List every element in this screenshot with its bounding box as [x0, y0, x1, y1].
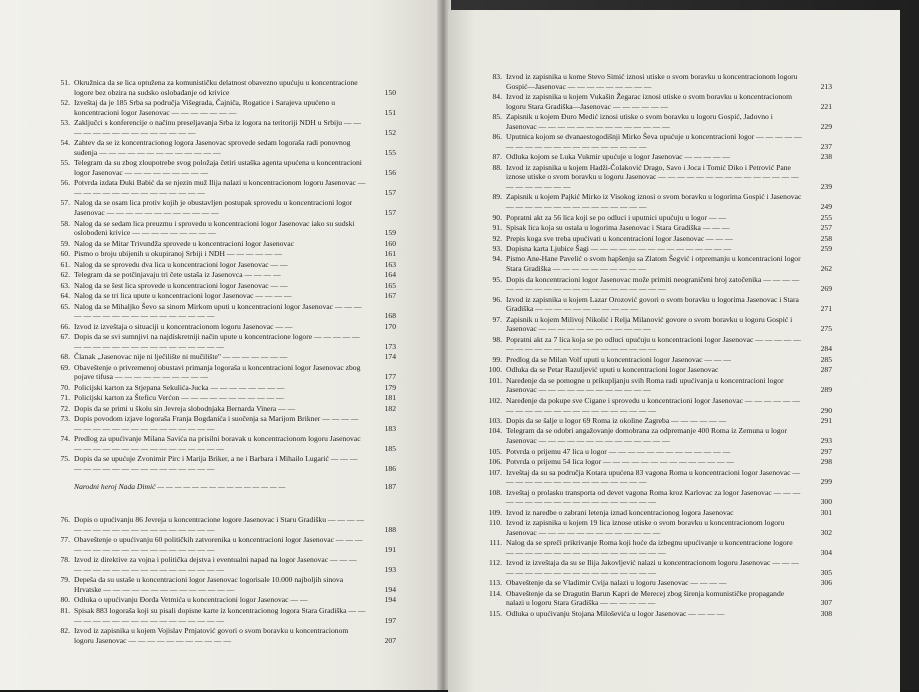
toc-entry [482, 508, 832, 518]
toc-entry-page: 285 [820, 354, 832, 364]
toc-entry-title: Izvod iz zapisnika u kojem Vojislav Prnjatović govori o svom boravku u koncentracionom logoru Jasenovac — — — — — — — — — — — [74, 626, 349, 645]
toc-entry-number: 92. [492, 233, 502, 243]
toc-entry-number: 113. [488, 578, 502, 588]
toc-entry-number: 87. [492, 152, 502, 162]
toc-entry [50, 219, 396, 238]
toc-entry-page: 159 [384, 228, 396, 238]
toc-entry-number: 115. [488, 608, 502, 618]
toc-entry-title: Naređenje da pokupe sve Cigane i sprovedu u koncentracioni logor Jasenovac — — — — — — — — — — — — — — — — — — — — — — [506, 395, 800, 415]
toc-entry-page: 186 [384, 463, 396, 473]
toc-entry [482, 468, 832, 487]
toc-entry [50, 515, 396, 534]
toc-entry [50, 332, 396, 351]
toc-entry-page: 299 [820, 477, 832, 487]
toc-entry-title: Odluka o upućivanju Đorđa Vetmića u koncentracioni logor Jasenovac — — [74, 595, 308, 605]
toc-entry-page: 269 [820, 284, 832, 294]
toc-entry-page: 194 [384, 595, 396, 605]
toc-entry-number: 65. [60, 301, 70, 311]
toc-entry-title: Predlog da se Milan Volf uputi u koncentracioni logor Jasenovac — — — [506, 354, 731, 364]
toc-entry [50, 138, 396, 157]
toc-entry-number: 75. [60, 454, 70, 464]
toc-entry-page: 308 [820, 608, 832, 618]
toc-entry [482, 426, 832, 445]
toc-entry-page: 167 [384, 291, 396, 301]
toc-entry [50, 302, 396, 321]
toc-entry-number: 89. [492, 192, 502, 202]
toc-entry-number: 69. [60, 362, 70, 372]
toc-entry-page: 249 [820, 202, 832, 212]
toc-entry-number: 57. [60, 198, 70, 208]
toc-entry [50, 555, 396, 574]
toc-entry-number: 86. [492, 132, 502, 142]
toc-entry-title: Telegram da se odobri angažovanje domobrana za odpremanje 400 Roma iz Zemuna u logor Jasenovac — — — — — — — — — — — — — — [506, 426, 787, 446]
toc-entry-page: 255 [820, 212, 832, 222]
toc-entry [50, 363, 396, 382]
toc-entry [482, 275, 832, 294]
toc-entry [482, 488, 832, 507]
toc-entry-number: 83. [492, 72, 502, 81]
toc-entry [50, 454, 396, 473]
toc-entry-page: 181 [384, 393, 396, 403]
toc-entry-page: 237 [820, 141, 832, 151]
toc-entry-title: Prepis koga sve treba upućivati u koncentracioni logor Jasenovac — — — [506, 233, 733, 243]
toc-entry [482, 152, 832, 162]
toc-entry-page: 290 [820, 405, 832, 415]
toc-entry [50, 383, 396, 393]
toc-entry-number: 114. [488, 588, 502, 598]
toc-entry [50, 78, 396, 97]
toc-entry-number: 105. [488, 446, 502, 456]
toc-entry [482, 376, 832, 395]
toc-entry-number: 70. [60, 382, 70, 392]
toc-entry-page: 259 [820, 244, 832, 253]
toc-entry-number: 112. [488, 558, 502, 568]
toc-entry-number: 52. [60, 98, 70, 108]
toc-entry [50, 575, 396, 594]
toc-entry-number: 74. [60, 434, 70, 444]
toc-entry-number: 60. [60, 249, 70, 259]
toc-entry-page: 164 [384, 270, 396, 280]
toc-entry-page: 151 [384, 107, 396, 117]
section-heading-page: 187 [384, 481, 396, 491]
toc-entry-title: Nalog da se osam lica protiv kojih je obustavljen postupak sprovedu u koncentracioni logor Jasenovac — — — — — — — — — — — — [74, 198, 353, 218]
toc-entry-title: Popratni akt za 7 lica koja se po odluci upućuju u koncentracioni logor Jasenovac — — — — — — — — — — — — — — — — — — — — — [506, 334, 801, 354]
toc-entry [50, 595, 396, 605]
toc-entry-number: 88. [492, 162, 502, 172]
toc-entry-page: 289 [820, 385, 832, 395]
toc-entry [482, 254, 832, 273]
toc-entry-title: Nalog da se spreči prikrivanje Roma koji hoće da izbegnu upućivanje u koncentracione logore — — — — — — — — — — — — — — — — — [506, 538, 793, 557]
toc-entry [50, 434, 396, 453]
toc-entry-page: 183 [384, 423, 396, 433]
toc-entry-number: 104. [488, 426, 502, 436]
toc-entry-number: 95. [492, 274, 502, 284]
toc-entry [482, 396, 832, 415]
toc-entry [50, 626, 396, 645]
toc-entry-page: 258 [820, 233, 832, 243]
toc-entry-title: Naređenje da se pomogne u prikupljanju svih Roma radi upućivanja u koncentracioni logor Jasenovac — — — — — — — — — — — — [506, 375, 784, 395]
toc-entry-title: Dopis o upućivanju 86 Jevreja u koncentracione logore Jasenovac i Staru Gradišku — — — — — — — — — — — — — — — — — — — [74, 515, 364, 534]
toc-entry-title: Obaveštenje da se Dragutin Barun Kapri de Merecej zbog širenja komunističke propagande nalazi u logoru Stara Gradiška — — — — — — [506, 588, 785, 608]
toc-entry-number: 71. [60, 393, 70, 403]
toc-entry-title: Izvod iz izveštaja da su se Ilija Jakovljević nalazi u koncentracionom logoru Jasenovac — — — — — — — — — — — — — — — — — — — [506, 558, 799, 577]
toc-entry-title: Izvod iz zapisnika u kojem Lazar Orozović govori o svom boravku u logorima Jasenovac i Stara Gradiška — — — — — — — — — — — [506, 294, 799, 314]
toc-entry-page: 287 [820, 365, 832, 375]
toc-entry-number: 66. [60, 321, 70, 331]
toc-entry-title: Izvod iz zapisnika u kojem Vukašin Žegarac iznosi utiske o svom boravku u koncentracionom logoru Stara Gradiška—Jasenovac — — — — — — [506, 92, 792, 111]
toc-entry [482, 365, 832, 375]
toc-entry-page: 305 [820, 567, 832, 577]
toc-entry-title: Spisak lica koja su ostala u logorima Jasenovac i Stara Gradiška — — — [506, 223, 730, 233]
toc-entry-page: 152 [384, 127, 396, 137]
toc-entry [482, 589, 832, 608]
toc-entry-title: Izvod iz naredbe o zabrani letenja iznad koncentracionog logora Jasenovac [506, 507, 734, 517]
toc-entry-number: 79. [60, 575, 70, 585]
toc-entry-title: Telegram da su zbog zloupotrebe svog položaja četiri ustaška agenta upućena u koncentracioni logor Jasenovac — — — — — — — — — [74, 158, 362, 177]
toc-entry-title: Izvod iz zapisnika u kojem 19 lica iznose utiske o svom boravku u koncentracionom logoru Jasenovac — — — — — — — — — — — — — [506, 518, 785, 537]
toc-entry-title: Izvod iz zapisnika u kojem Hadži-Čolaković Drago, Savo i Joca i Tomić Diko i Petrović Pane iznose utiske o svom boravku u logoru Jasenovac — — — — — — — — — — — — — — — — — — — — — — [506, 162, 799, 191]
toc-entry-title: Dopis da se svi sumnjivi na najdiskretniji način upute u koncentracione logore — — — — — — — — — — — — — — — — — — — — — [74, 332, 360, 351]
toc-entry-title: Zapisnik u kojem Đuro Medić iznosi utiske o svom boravku u logoru Gospić, Jadovno i Jasenovac — — — — — — — — — — — — — — [506, 112, 773, 131]
toc-entry-number: 58. [60, 218, 70, 228]
toc-entry-page: 275 [820, 324, 832, 334]
toc-entry [50, 260, 396, 270]
toc-entry-title: Dopis da se upućuje Zvonimir Pirc i Marija Briker, a ne i Barbara i Mihailo Lugarić — — — — — — — — — — — — — — — — — — [74, 454, 358, 473]
toc-entry-page: 157 [384, 208, 396, 218]
toc-entry-number: 78. [60, 555, 70, 565]
toc-entry-page: 155 [384, 147, 396, 157]
left-toc-list [50, 78, 396, 646]
toc-entry-page: 174 [384, 352, 396, 362]
toc-entry [50, 158, 396, 177]
toc-entry [50, 270, 396, 280]
toc-entry-number: 98. [492, 334, 502, 344]
toc-entry-page: 293 [820, 436, 832, 446]
toc-entry-number: 90. [492, 212, 502, 222]
toc-entry-page: 156 [384, 167, 396, 177]
toc-entry [482, 518, 832, 537]
toc-entry [482, 609, 832, 619]
toc-entry-title: Uputnica kojom se dvanaestogodišnji Mirko Ševa upućuje u koncentracioni logor — — — — — — — — — — — — — — — — — — — — [506, 132, 802, 151]
toc-entry [50, 535, 396, 554]
toc-entry-page: 191 [384, 544, 396, 554]
toc-entry-page: 182 [384, 403, 396, 413]
toc-entry-title: Zapisnik u kojem Milivoj Nikolić i Relja Milanović govore o svom boravku u logoru Gospić i Jasenovac — — — — — — — — — — — — [506, 314, 793, 334]
toc-entry-page: 229 [820, 121, 832, 131]
toc-entry [482, 335, 832, 354]
toc-entry [482, 112, 832, 131]
toc-entry-number: 62. [60, 270, 70, 280]
right-toc-list [482, 72, 832, 619]
toc-entry-title: Izvod iz zapisnika u kome Stevo Simić iznosi utiske o svom boravku u koncentracionom logoru Gospić—Jasenovac — — — — — — — — — [506, 72, 798, 91]
toc-entry [50, 198, 396, 217]
toc-entry-number: 67. [60, 332, 70, 342]
toc-entry-title: Nalog da se tri lica upute u koncentracioni logor Jasenovac — — — — [74, 291, 292, 301]
toc-entry-title: Potvrda izdata Đuki Babić da se njezin muž Ilija nalazi u koncentracionom logoru Jasenovac — — — — — — — — — — — — — — — [74, 178, 366, 197]
toc-entry-title: Zahtev da se iz koncentracionog logora Jasenovac sprovede sedam logoraša radi ponovnog suđenja — — — — — — — — — — — — — [74, 138, 351, 157]
toc-entry-title: Dopis da se primi u školu sin Jevreja slobodnjaka Bernarda Vinera — — [74, 403, 296, 413]
toc-entry-title: Dopis povodom izjave logoraša Franja Bogdanića i suočenja sa Marijom Brikner — — — — — — — — — — — — — — — — — — — [74, 414, 359, 433]
toc-entry-number: 51. [60, 78, 70, 87]
toc-entry-number: 99. [492, 354, 502, 364]
toc-entry-title: Izvod iz direktive za vojna i politička dejstva i eventualni napad na logor Jasenovac — — — — — — — — — — — — — — — — — — — [74, 555, 357, 574]
section-heading [50, 482, 396, 492]
toc-entry-title: Dopisna karta Ljubice Šagi — — — — — — — — — — — — — — — [506, 244, 732, 253]
toc-entry-page: 161 [384, 249, 396, 259]
toc-entry-page: 239 [820, 181, 832, 191]
toc-entry [482, 578, 832, 588]
toc-entry-title: Zaključci s konferencije o načinu preseljavanja Srba iz logora na teritoriji NDH u Srbiju — — — — — — — — — — — — — — — [74, 118, 361, 137]
toc-entry-number: 85. [492, 112, 502, 122]
toc-entry-title: Izvod iz izveštaja o situaciji u koncentracionom logoru Jasenovac — — [74, 321, 293, 331]
toc-entry [50, 281, 396, 291]
toc-entry-number: 53. [60, 118, 70, 128]
toc-entry-page: 284 [820, 344, 832, 354]
toc-entry-page: 168 [384, 311, 396, 321]
toc-entry [50, 606, 396, 625]
toc-entry-page: 262 [820, 264, 832, 274]
toc-entry-title: Depeša da su ustaše u koncentracioni logor Jasenovac logorisale 10.000 najboljih sinova Hrvatske — — — — — — — — — — — — — — [74, 575, 344, 594]
toc-entry-number: 110. [488, 518, 502, 528]
toc-entry-page: 197 [384, 615, 396, 625]
toc-entry-number: 102. [488, 395, 502, 405]
toc-entry [482, 315, 832, 334]
toc-entry-number: 111. [489, 538, 502, 548]
toc-entry [482, 213, 832, 223]
toc-entry-number: 93. [492, 244, 502, 253]
toc-entry-title: Članak „Jasenovac nije ni lječilište ni mučilište" — — — — — — — [74, 352, 288, 362]
toc-entry-title: Obaveštenje da se Vladimir Cvija nalazi u logoru Jasenovac — — — — [506, 578, 727, 588]
toc-entry-number: 107. [488, 467, 502, 477]
toc-entry-page: 257 [820, 223, 832, 233]
toc-entry [482, 72, 832, 91]
toc-entry-page: 300 [820, 497, 832, 507]
toc-entry-title: Izveštaj o prolasku transporta od devet vagona Roma kroz Karlovac za logor Jasenovac — — — — — — — — — — — — — — — — — — — [506, 487, 801, 507]
toc-entry-page: 238 [820, 152, 832, 162]
left-page [0, 0, 440, 690]
toc-entry-title: Spisak 883 logoraša koji su pisali dopisne karte iz koncentracionog logora Stara Gradiška — — — — — — — — — — — — — — — — — — [74, 605, 366, 625]
toc-entry-number: 64. [60, 291, 70, 301]
toc-entry-page: 165 [384, 280, 396, 290]
toc-entry-page: 221 [820, 101, 832, 111]
toc-entry-title: Izveštaj da je 185 Srba sa područja Višegrada, Čajniča, Rogatice i Sarajeva upućeno u koncentracioni logor Jasenovac — — — — — — — [74, 98, 336, 117]
toc-entry-page: 150 [384, 87, 396, 97]
toc-entry-title: Okružnica da se lica optužena za komunističku delatnost obavezno upućuju u koncentracione logore bez obzira na sudsko oslobađanje od krivice [74, 78, 358, 97]
toc-entry [482, 295, 832, 314]
toc-entry-page: 177 [384, 372, 396, 382]
toc-entry [50, 178, 396, 197]
toc-entry-number: 80. [60, 595, 70, 605]
toc-entry [482, 234, 832, 244]
toc-entry-title: Odluka o upućivanju Stojana Miloševića u logor Jasenovac — — — — [506, 608, 725, 618]
toc-entry-number: 91. [492, 223, 502, 233]
toc-entry-title: Pismo o broju ubijenih u okupiranoj Srbiji i NDH — — — — — — [74, 249, 282, 259]
toc-entry [482, 447, 832, 457]
toc-entry-number: 68. [60, 352, 70, 362]
toc-entry-number: 108. [488, 487, 502, 497]
toc-entry [50, 414, 396, 433]
toc-entry-title: Policijski karton za Stjepana Sekulića-Jucka — — — — — — — — [74, 382, 285, 392]
toc-entry-number: 55. [60, 158, 70, 168]
toc-entry [50, 249, 396, 259]
toc-entry-title: Nalog da se sprovedu dva lica u koncentracioni logor Jasenovac — — [74, 259, 288, 269]
toc-entry-number: 54. [60, 138, 70, 148]
toc-entry [482, 538, 832, 557]
toc-entry [50, 404, 396, 414]
toc-entry-title: Pismo Ane-Hane Pavelić o svom hapšenju sa Zlatom Šegvić i otpremanju u koncentracioni logor Stara Gradiška — — — — — — — — — — [506, 254, 801, 274]
toc-entry-page: 170 [384, 321, 396, 331]
toc-entry-title: Dopis da koncentracioni logor Jasenovac može primiti neograničeni broj zatočenika — — — — — — — — — — — — — — — — — — — — — [506, 274, 800, 294]
toc-entry-page: 173 [384, 341, 396, 351]
toc-entry-page: 304 [820, 547, 832, 557]
toc-entry-title: Nalog da se Mitar Trivundža sprovede u koncentracioni logor Jasenovac [74, 238, 294, 248]
toc-entry-number: 73. [60, 414, 70, 424]
toc-entry-page: 160 [384, 238, 396, 248]
toc-entry-page: 301 [820, 507, 832, 517]
toc-entry-page: 163 [384, 259, 396, 269]
toc-entry-number: 76. [60, 515, 70, 525]
toc-entry-number: 94. [492, 254, 502, 264]
toc-entry-page: 193 [384, 564, 396, 574]
toc-entry-number: 106. [488, 457, 502, 467]
toc-entry-number: 77. [60, 535, 70, 545]
toc-entry-title: Odluka kojom se Luka Vukmir upućuje u logor Jasenovac — — — — — [506, 152, 731, 162]
toc-entry-number: 61. [60, 259, 70, 269]
toc-entry-title: Obaveštenje o privremenoj obustavi primanja logoraša u koncentracioni logor Jasenovac zbog pojave tifusa — — — — — — — — — — [74, 362, 361, 382]
toc-entry [50, 239, 396, 249]
toc-entry [50, 118, 396, 137]
toc-entry-number: 72. [60, 403, 70, 413]
toc-entry [482, 192, 832, 211]
toc-entry-title: Policijski karton za Šteficu Verćon — — — — — — — — — — — [74, 393, 284, 403]
toc-entry-page: 297 [820, 446, 832, 456]
toc-entry [50, 322, 396, 332]
toc-entry-title: Nalog da se Mihaljko Ševo sa sinom Mirkom uputi u koncentracioni logor Jasenovac — — — — — — — — — — — — — — — — — — [74, 301, 362, 321]
toc-entry-number: 96. [492, 294, 502, 304]
toc-entry-page: 179 [384, 382, 396, 392]
toc-entry [482, 244, 832, 254]
toc-entry-number: 101. [488, 375, 502, 385]
toc-entry-page: 207 [384, 635, 396, 645]
toc-entry-title: Telegram da se potčinjavaju tri čete ustaša iz Jasenovca — — — — [74, 270, 281, 280]
toc-entry-title: Predlog za upućivanje Milana Savića na prisilni boravak u koncentracionom logoru Jasenovac — — — — — — — — — — — — — — — — [74, 434, 361, 453]
toc-entry [50, 393, 396, 403]
toc-entry-page: 213 [820, 81, 832, 91]
right-page [448, 10, 900, 692]
toc-entry-page: 298 [820, 457, 832, 467]
toc-entry [482, 355, 832, 365]
toc-entry-title: Potvrda o prijemu 47 lica u logor — — — — — — — — — — — — — [506, 446, 731, 456]
toc-entry [482, 163, 832, 192]
toc-entry [482, 416, 832, 426]
toc-entry-number: 59. [60, 238, 70, 248]
section-heading-title: Narodni heroj Nada Dimić — — — — — — — — — — — — — — — [74, 481, 286, 491]
toc-entry-title: Obaveštenje o upućivanju 60 političkih zatvorenika u koncentracioni logor Jasenovac — — — — — — — — — — — — — — — — — — [74, 535, 363, 554]
toc-entry-page: 194 [384, 584, 396, 594]
toc-entry-title: Izveštaj da su sa područja Kotara upućena 83 vagona Roma u koncentracioni logor Jasenovac — — — — — — — — — — — — — — — — [506, 467, 800, 487]
toc-entry-page: 302 [820, 527, 832, 537]
toc-entry-page: 291 [820, 416, 832, 425]
toc-entry [50, 352, 396, 362]
toc-entry-title: Dopis da se šalje u logor 69 Roma iz okoline Zagreba — — — — — — [506, 416, 727, 425]
toc-entry-number: 109. [488, 507, 502, 517]
toc-entry-page: 271 [820, 304, 832, 314]
toc-entry-number: 56. [60, 178, 70, 188]
toc-entry-page: 157 [384, 187, 396, 197]
toc-entry-page: 306 [820, 578, 832, 588]
toc-entry [482, 92, 832, 111]
toc-entry-title: Odluka da se Petar Razuljević uputi u koncentracioni logor Jasenovac [506, 365, 719, 375]
toc-entry [482, 457, 832, 467]
toc-entry-number: 100. [488, 365, 502, 375]
toc-entry-number: 82. [60, 626, 70, 635]
toc-entry-number: 103. [488, 416, 502, 425]
toc-entry [50, 291, 396, 301]
toc-entry-title: Potvrda o prijemu 54 lica logor — — — — — — — — — — — — — — [506, 457, 735, 467]
toc-entry-number: 81. [60, 605, 70, 615]
toc-entry-number: 97. [492, 314, 502, 324]
toc-entry [482, 132, 832, 151]
toc-entry-title: Zapisnik u kojem Pajkić Mirko iz Visokog iznosi o svom boravku u logorima Gospić i Jasenovac — — — — — — — — — — — — — — — [506, 192, 802, 212]
toc-entry [50, 98, 396, 117]
toc-entry [482, 223, 832, 233]
toc-entry-number: 63. [60, 280, 70, 290]
toc-entry-title: Nalog da se šest lica sprovede u koncentracioni logor Jasenovac — — [74, 280, 288, 290]
toc-entry-page: 188 [384, 524, 396, 534]
toc-entry-page: 307 [820, 598, 832, 608]
toc-entry-page: 185 [384, 443, 396, 453]
toc-entry [482, 558, 832, 577]
toc-entry-number: 84. [492, 92, 502, 102]
toc-entry-title: Popratni akt za 56 lica koji se po odluci i uputnici upućuju u logor — — [506, 212, 726, 222]
toc-entry-title: Nalog da se sedam lica preuzmu i sprovedu u koncentracioni logor Jasenovac iako su sudski oslobođeni krivice — — — — — — — — — [74, 218, 355, 238]
